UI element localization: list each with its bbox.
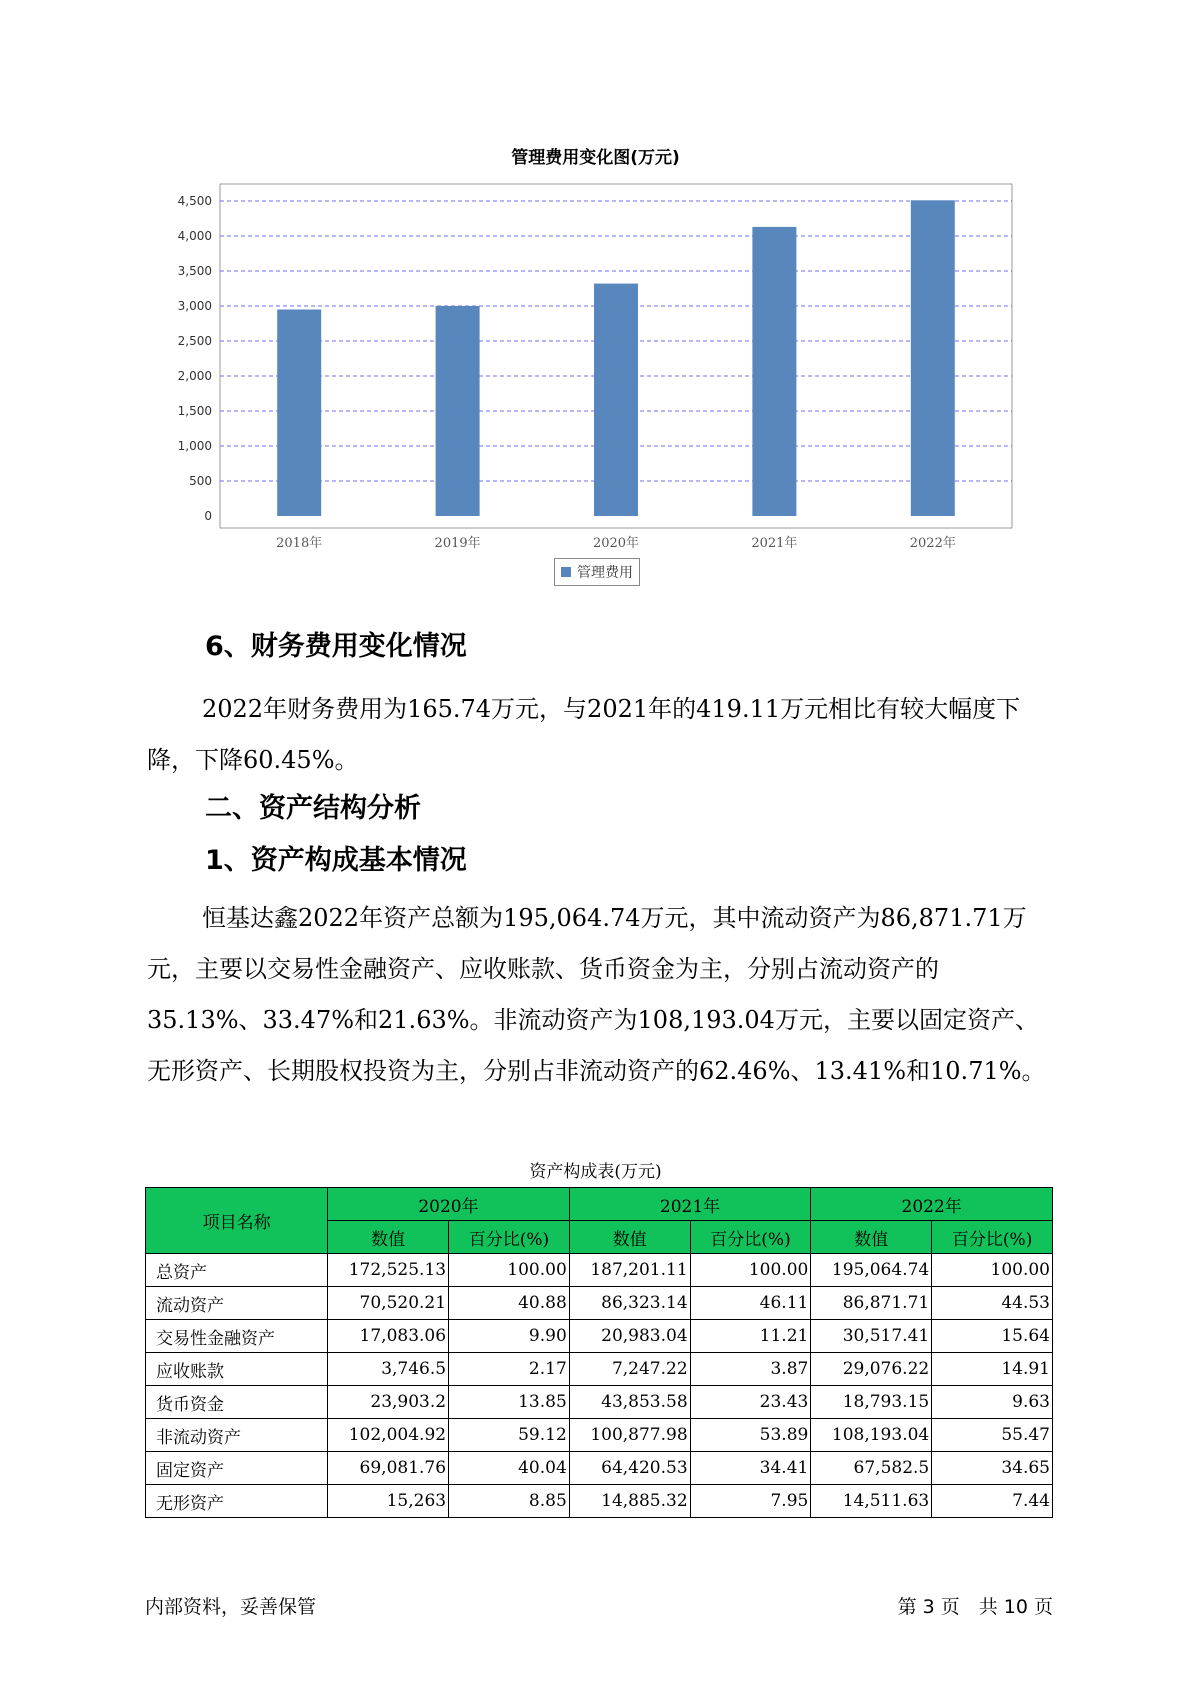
row-label: 非流动资产 bbox=[146, 1419, 328, 1452]
cell-value: 14,511.63 bbox=[811, 1485, 932, 1518]
cell-pct: 59.12 bbox=[449, 1419, 570, 1452]
cell-value: 172,525.13 bbox=[328, 1254, 449, 1287]
legend-swatch bbox=[561, 567, 571, 577]
footer-page-number: 第 3 页 共 10 页 bbox=[897, 1596, 1053, 1618]
footer-confidential-note: 内部资料，妥善保管 bbox=[145, 1596, 317, 1618]
row-label: 应收账款 bbox=[146, 1353, 328, 1386]
cell-value: 15,263 bbox=[328, 1485, 449, 1518]
cell-value: 187,201.11 bbox=[569, 1254, 690, 1287]
bar-2020年 bbox=[594, 284, 638, 516]
header-value: 数值 bbox=[811, 1221, 932, 1254]
header-year-2021: 2021年 bbox=[569, 1188, 811, 1221]
cell-pct: 40.04 bbox=[449, 1452, 570, 1485]
y-tick-label: 2,500 bbox=[177, 334, 212, 348]
y-tick-label: 4,500 bbox=[177, 194, 212, 208]
table-row bbox=[146, 1419, 1053, 1452]
header-value: 数值 bbox=[569, 1221, 690, 1254]
x-tick-label: 2018年 bbox=[276, 536, 323, 551]
header-pct: 百分比(%) bbox=[449, 1221, 570, 1254]
row-label: 流动资产 bbox=[146, 1287, 328, 1320]
cell-pct: 7.95 bbox=[690, 1485, 811, 1518]
bar-2018年 bbox=[277, 310, 321, 517]
header-pct: 百分比(%) bbox=[690, 1221, 811, 1254]
cell-value: 67,582.5 bbox=[811, 1452, 932, 1485]
cell-value: 69,081.76 bbox=[328, 1452, 449, 1485]
cell-pct: 100.00 bbox=[932, 1254, 1053, 1287]
cell-pct: 46.11 bbox=[690, 1287, 811, 1320]
cell-value: 100,877.98 bbox=[569, 1419, 690, 1452]
cell-value: 43,853.58 bbox=[569, 1386, 690, 1419]
header-item-name: 项目名称 bbox=[146, 1188, 328, 1254]
chart-title: 管理费用变化图(万元) bbox=[511, 148, 680, 168]
cell-pct: 8.85 bbox=[449, 1485, 570, 1518]
cell-pct: 3.87 bbox=[690, 1353, 811, 1386]
cell-value: 30,517.41 bbox=[811, 1320, 932, 1353]
row-label: 交易性金融资产 bbox=[146, 1320, 328, 1353]
cell-pct: 34.65 bbox=[932, 1452, 1053, 1485]
cell-value: 102,004.92 bbox=[328, 1419, 449, 1452]
y-tick-label: 0 bbox=[204, 509, 212, 523]
x-tick-label: 2021年 bbox=[751, 536, 798, 551]
y-tick-label: 1,000 bbox=[177, 439, 212, 453]
asset-table bbox=[145, 1187, 1053, 1518]
chart-legend bbox=[554, 558, 640, 586]
cell-value: 195,064.74 bbox=[811, 1254, 932, 1287]
y-tick-label: 2,000 bbox=[177, 369, 212, 383]
cell-pct: 55.47 bbox=[932, 1419, 1053, 1452]
cell-value: 14,885.32 bbox=[569, 1485, 690, 1518]
bar-chart bbox=[0, 0, 1191, 560]
x-tick-label: 2020年 bbox=[592, 536, 640, 551]
cell-pct: 40.88 bbox=[449, 1287, 570, 1320]
table-title: 资产构成表(万元) bbox=[529, 1162, 662, 1182]
cell-value: 108,193.04 bbox=[811, 1419, 932, 1452]
x-tick-label: 2022年 bbox=[909, 536, 956, 551]
table-row bbox=[146, 1485, 1053, 1518]
cell-pct: 9.90 bbox=[449, 1320, 570, 1353]
bar-2022年 bbox=[911, 200, 955, 516]
cell-pct: 9.63 bbox=[932, 1386, 1053, 1419]
cell-pct: 53.89 bbox=[690, 1419, 811, 1452]
cell-pct: 100.00 bbox=[449, 1254, 570, 1287]
cell-value: 70,520.21 bbox=[328, 1287, 449, 1320]
y-tick-label: 500 bbox=[189, 474, 212, 488]
part-2-heading: 二、资产结构分析 bbox=[205, 793, 421, 824]
row-label: 无形资产 bbox=[146, 1485, 328, 1518]
cell-value: 17,083.06 bbox=[328, 1320, 449, 1353]
cell-pct: 15.64 bbox=[932, 1320, 1053, 1353]
cell-pct: 100.00 bbox=[690, 1254, 811, 1287]
table-row bbox=[146, 1452, 1053, 1485]
cell-pct: 13.85 bbox=[449, 1386, 570, 1419]
y-tick-label: 3,000 bbox=[177, 299, 212, 313]
header-year-2020: 2020年 bbox=[328, 1188, 570, 1221]
cell-pct: 44.53 bbox=[932, 1287, 1053, 1320]
row-label: 货币资金 bbox=[146, 1386, 328, 1419]
row-label: 固定资产 bbox=[146, 1452, 328, 1485]
cell-value: 18,793.15 bbox=[811, 1386, 932, 1419]
y-tick-label: 4,000 bbox=[177, 229, 212, 243]
cell-pct: 7.44 bbox=[932, 1485, 1053, 1518]
cell-value: 3,746.5 bbox=[328, 1353, 449, 1386]
bar-2021年 bbox=[752, 227, 796, 516]
section-1-paragraph: 恒基达鑫2022年资产总额为195,064.74万元，其中流动资产为86,871.71万元，主要以交易性金融资产、应收账款、货币资金为主，分别占流动资产的35.13%、33.47%和21.63%。非流动资产为108,193.04万元，主要以固定资产、无形资产、长期股权投资为主，分别占非流动资产的62.46%、13.41%和10.71%。 bbox=[147, 904, 1046, 1085]
row-label: 总资产 bbox=[146, 1254, 328, 1287]
table-row bbox=[146, 1353, 1053, 1386]
y-tick-label: 3,500 bbox=[177, 264, 212, 278]
table-row bbox=[146, 1320, 1053, 1353]
cell-value: 23,903.2 bbox=[328, 1386, 449, 1419]
cell-pct: 14.91 bbox=[932, 1353, 1053, 1386]
x-tick-label: 2019年 bbox=[434, 536, 481, 551]
cell-value: 64,420.53 bbox=[569, 1452, 690, 1485]
header-pct: 百分比(%) bbox=[932, 1221, 1053, 1254]
cell-value: 7,247.22 bbox=[569, 1353, 690, 1386]
cell-pct: 23.43 bbox=[690, 1386, 811, 1419]
section-6-heading: 6、财务费用变化情况 bbox=[205, 631, 467, 662]
cell-value: 86,871.71 bbox=[811, 1287, 932, 1320]
table-row bbox=[146, 1386, 1053, 1419]
y-tick-label: 1,500 bbox=[177, 404, 212, 418]
cell-value: 20,983.04 bbox=[569, 1320, 690, 1353]
header-value: 数值 bbox=[328, 1221, 449, 1254]
header-year-2022: 2022年 bbox=[811, 1188, 1053, 1221]
table-row bbox=[146, 1287, 1053, 1320]
cell-value: 29,076.22 bbox=[811, 1353, 932, 1386]
section-1-heading: 1、资产构成基本情况 bbox=[205, 845, 467, 876]
legend-label: 管理费用 bbox=[577, 565, 633, 581]
cell-pct: 2.17 bbox=[449, 1353, 570, 1386]
bar-2019年 bbox=[436, 306, 480, 516]
table-row bbox=[146, 1254, 1053, 1287]
cell-pct: 34.41 bbox=[690, 1452, 811, 1485]
section-6-paragraph: 2022年财务费用为165.74万元，与2021年的419.11万元相比有较大幅度下降，下降60.45%。 bbox=[147, 695, 1021, 774]
cell-pct: 11.21 bbox=[690, 1320, 811, 1353]
cell-value: 86,323.14 bbox=[569, 1287, 690, 1320]
